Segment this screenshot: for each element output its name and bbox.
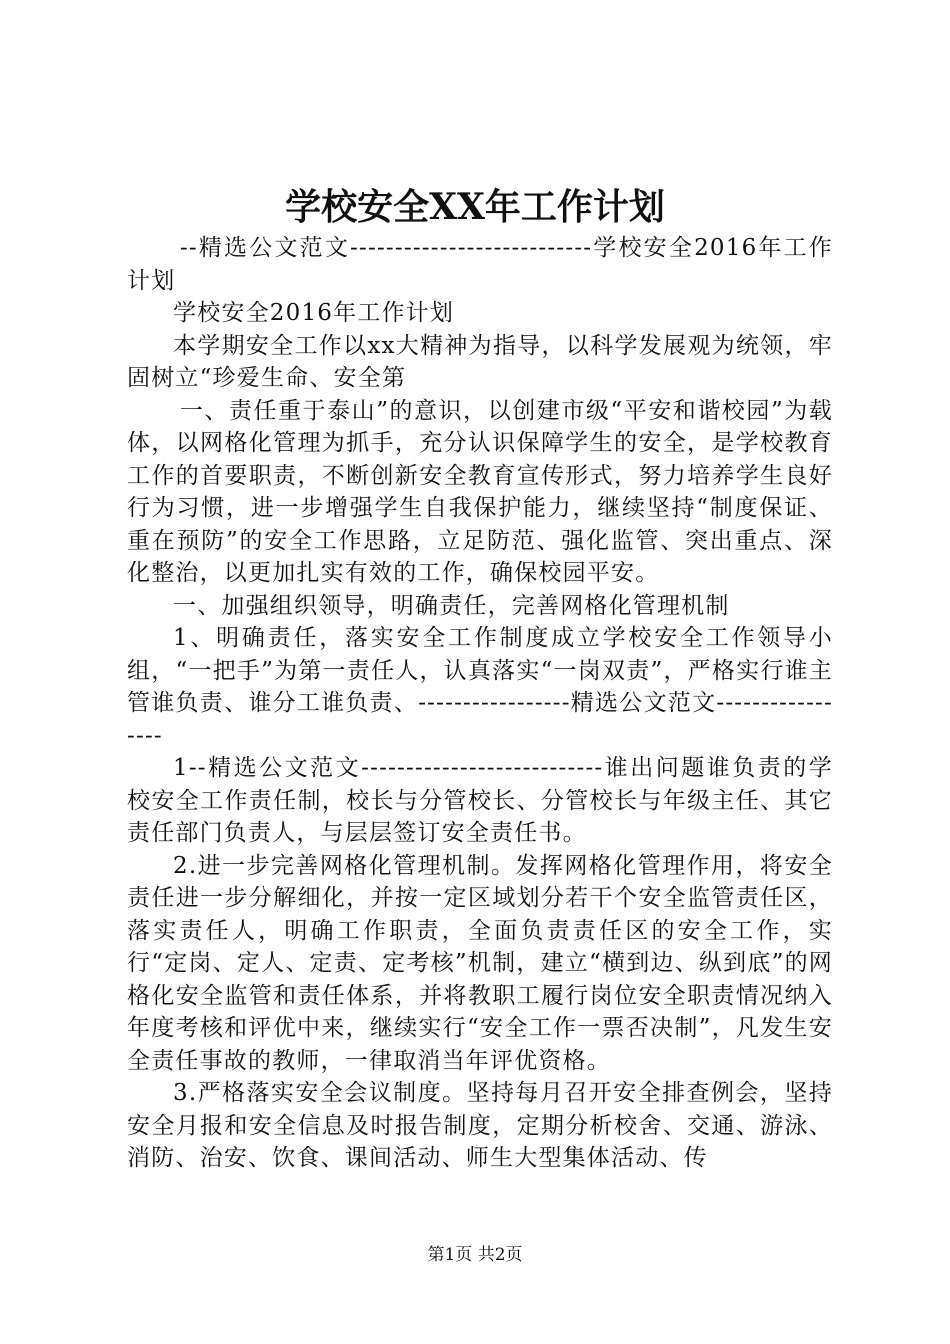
paragraph-responsibility: 一、责任重于泰山”的意识，以创建市级“平安和谐校园”为载体，以网格化管理为抓手，充分认识保障学生的安全，是学校教育工作的首要职责，不断创新安全教育宣传形式，努力培养学生良好行为习惯，进一步增强学生自我保护能力，继续坚持“制度保证、重在预防”的安全工作思路，立足防范、强化监管、突出重点、深化整治，以更加扎实有效的工作，确保校园平安。 (127, 397, 833, 586)
page-number-footer: 第1页 共2页 (427, 1245, 523, 1265)
paragraph-subtitle: 学校安全2016年工作计划 (173, 300, 455, 326)
paragraph-item-one-continued: 1--精选公文范文---------------------------谁出问题谁负责的学校安全工作责任制，校长与分管校长、分管校长与年级主任、其它责任部门负责人，与层层签订安全责任书。 (127, 755, 833, 846)
paragraph-item-three: 3.严格落实安全会议制度。坚持每月召开安全排查例会，坚持安全月报和安全信息及时报告制度，定期分析校舍、交通、游泳、消防、治安、饮食、课间活动、师生大型集体活动、传 (127, 1080, 833, 1171)
paragraph-item-one: 1、明确责任，落实安全工作制度成立学校安全工作领导小组，“一把手”为第一责任人，认真落实“一岗双责”，严格实行谁主管谁负责、谁分工谁负责、-----------------精选公文范文----------------- (127, 625, 833, 749)
paragraph-item-two: 2.进一步完善网格化管理机制。发挥网格化管理作用，将安全责任进一步分解细化，并按一定区域划分若干个安全监管责任区，落实责任人，明确工作职责，全面负责责任区的安全工作，实行“定岗、定人、定责、定考核”机制，建立“横到边、纵到底”的网格化安全监管和责任体系，并将教职工履行岗位安全职责情况纳入年度考核和评优中来，继续实行“安全工作一票否决制”，凡发生安全责任事故的教师，一律取消当年评优资格。 (127, 852, 833, 1074)
document-title: 学校安全XX年工作计划 (285, 186, 665, 228)
paragraph-section-one-heading: 一、加强组织领导，明确责任，完善网格化管理机制 (173, 592, 730, 619)
paragraph-header-line: --精选公文范文---------------------------学校安全2016年工作计划 (127, 235, 833, 294)
document-body (127, 232, 833, 1175)
paragraph-intro: 本学期安全工作以xx大精神为指导，以科学发展观为统领，牢固树立“珍爱生命、安全第 (127, 332, 833, 391)
